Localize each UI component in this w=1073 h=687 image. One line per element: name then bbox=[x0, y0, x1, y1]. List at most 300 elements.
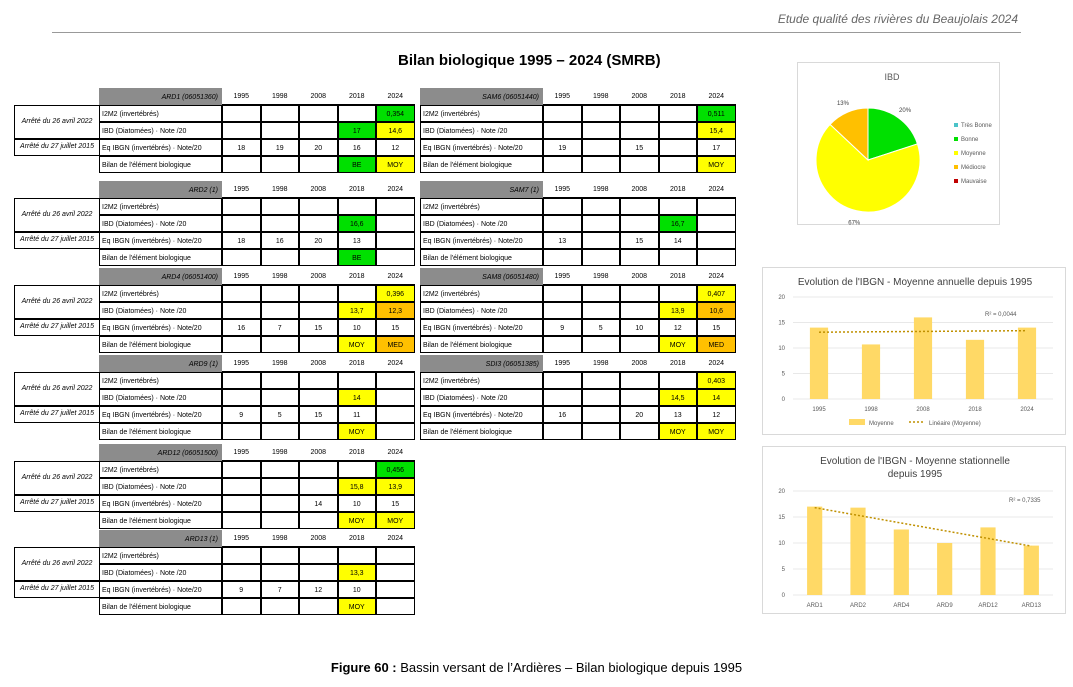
value-cell-ibd bbox=[582, 302, 621, 319]
header-divider bbox=[52, 32, 1021, 33]
station-name: ARD1 (06051360) bbox=[99, 88, 222, 105]
row-label-bilan: Bilan de l'élément biologique bbox=[420, 156, 543, 173]
value-cell-i2m2 bbox=[338, 105, 377, 122]
value-cell-eq bbox=[697, 232, 736, 249]
year-header: 2008 bbox=[299, 268, 338, 285]
value-cell-i2m2 bbox=[582, 285, 621, 302]
year-header: 2018 bbox=[659, 88, 698, 105]
row-label-ibd: IBD (Diatomées) · Note /20 bbox=[420, 302, 543, 319]
row-label-eq: Eq IBGN (invertébrés) · Note/20 bbox=[420, 232, 543, 249]
year-header: 2024 bbox=[376, 88, 415, 105]
row-label-eq: Eq IBGN (invertébrés) · Note/20 bbox=[99, 139, 222, 156]
year-header: 2008 bbox=[620, 181, 659, 198]
year-header: 2018 bbox=[338, 530, 377, 547]
value-cell-ibd bbox=[582, 215, 621, 232]
year-header: 1998 bbox=[261, 181, 300, 198]
row-label-ibd: IBD (Diatomées) · Note /20 bbox=[99, 122, 222, 139]
caption-text: Bassin versant de l’Ardières – Bilan biologique depuis 1995 bbox=[396, 660, 743, 675]
ibgn-annual-svg bbox=[763, 268, 1067, 436]
year-header: 2024 bbox=[697, 268, 736, 285]
row-label-i2m2: I2M2 (invertébrés) bbox=[420, 105, 543, 122]
value-cell-bilan: MED bbox=[697, 336, 736, 353]
ibgn-station-svg bbox=[763, 447, 1067, 615]
figure-caption bbox=[0, 660, 1073, 675]
year-header: 1998 bbox=[261, 88, 300, 105]
y-tick-label: 20 bbox=[778, 489, 785, 495]
value-cell-ibd bbox=[299, 389, 338, 406]
value-cell-bilan bbox=[261, 598, 300, 615]
value-cell-i2m2 bbox=[338, 285, 377, 302]
value-cell-eq: 18 bbox=[222, 232, 261, 249]
value-cell-i2m2: 0,396 bbox=[376, 285, 415, 302]
year-header: 2018 bbox=[338, 181, 377, 198]
value-cell-bilan bbox=[376, 598, 415, 615]
ibgn-annual-chart bbox=[762, 267, 1066, 435]
caption-label: Figure 60 : bbox=[330, 660, 397, 675]
chart-title: IBD bbox=[884, 72, 900, 82]
date-label-2015: Arrêté du 27 juillet 2015 bbox=[14, 319, 100, 336]
row-label-eq: Eq IBGN (invertébrés) · Note/20 bbox=[99, 319, 222, 336]
station-name: SAM7 (1) bbox=[420, 181, 543, 198]
value-cell-i2m2: 0,511 bbox=[697, 105, 736, 122]
value-cell-bilan: MOY bbox=[376, 156, 415, 173]
value-cell-i2m2 bbox=[582, 372, 621, 389]
value-cell-i2m2 bbox=[222, 461, 261, 478]
bar bbox=[1024, 546, 1039, 595]
row-label-ibd: IBD (Diatomées) · Note /20 bbox=[99, 564, 222, 581]
date-label-2022: Arrêté du 26 avril 2022 bbox=[14, 372, 100, 406]
year-header: 2024 bbox=[697, 181, 736, 198]
value-cell-i2m2 bbox=[582, 198, 621, 215]
value-cell-ibd bbox=[299, 564, 338, 581]
value-cell-eq: 13 bbox=[338, 232, 377, 249]
date-label-2015: Arrêté du 27 juillet 2015 bbox=[14, 495, 100, 512]
bar bbox=[966, 340, 984, 399]
year-header: 2018 bbox=[659, 355, 698, 372]
value-cell-eq: 12 bbox=[697, 406, 736, 423]
legend-label: Linéaire (Moyenne) bbox=[929, 421, 981, 427]
date-label-2015: Arrêté du 27 juillet 2015 bbox=[14, 581, 100, 598]
year-header: 2018 bbox=[338, 355, 377, 372]
value-cell-ibd bbox=[299, 122, 338, 139]
row-label-i2m2: I2M2 (invertébrés) bbox=[99, 547, 222, 564]
row-label-ibd: IBD (Diatomées) · Note /20 bbox=[99, 389, 222, 406]
row-label-bilan: Bilan de l'élément biologique bbox=[420, 336, 543, 353]
value-cell-i2m2 bbox=[376, 547, 415, 564]
legend-swatch bbox=[954, 137, 958, 141]
year-header: 1995 bbox=[543, 268, 582, 285]
year-header: 2008 bbox=[299, 355, 338, 372]
value-cell-bilan bbox=[222, 512, 261, 529]
y-tick-label: 20 bbox=[778, 295, 785, 301]
row-label-bilan: Bilan de l'élément biologique bbox=[99, 156, 222, 173]
value-cell-eq: 10 bbox=[338, 495, 377, 512]
value-cell-eq: 5 bbox=[582, 319, 621, 336]
bar bbox=[937, 543, 952, 595]
ibd-pie-chart bbox=[797, 62, 1000, 225]
station-name: ARD13 (1) bbox=[99, 530, 222, 547]
row-label-i2m2: I2M2 (invertébrés) bbox=[99, 372, 222, 389]
value-cell-bilan: BE bbox=[338, 156, 377, 173]
value-cell-eq: 11 bbox=[338, 406, 377, 423]
value-cell-ibd bbox=[376, 215, 415, 232]
year-header: 1998 bbox=[261, 444, 300, 461]
x-tick-label: 1998 bbox=[864, 407, 878, 413]
year-header: 2024 bbox=[697, 88, 736, 105]
x-tick-label: ARD4 bbox=[893, 603, 910, 609]
value-cell-i2m2 bbox=[659, 198, 698, 215]
value-cell-i2m2 bbox=[222, 198, 261, 215]
value-cell-bilan bbox=[261, 249, 300, 266]
value-cell-eq: 15 bbox=[376, 495, 415, 512]
value-cell-eq: 10 bbox=[338, 581, 377, 598]
station-name: ARD9 (1) bbox=[99, 355, 222, 372]
year-header: 2008 bbox=[620, 355, 659, 372]
value-cell-bilan bbox=[261, 156, 300, 173]
value-cell-bilan bbox=[582, 249, 621, 266]
value-cell-i2m2 bbox=[543, 285, 582, 302]
value-cell-i2m2 bbox=[338, 372, 377, 389]
value-cell-bilan bbox=[582, 423, 621, 440]
legend-label: Moyenne bbox=[869, 421, 894, 427]
value-cell-bilan bbox=[376, 423, 415, 440]
value-cell-eq: 15 bbox=[299, 406, 338, 423]
value-cell-ibd: 14,5 bbox=[659, 389, 698, 406]
value-cell-bilan bbox=[376, 249, 415, 266]
value-cell-ibd: 10,6 bbox=[697, 302, 736, 319]
trendline bbox=[815, 508, 1032, 546]
y-tick-label: 0 bbox=[781, 397, 785, 403]
ibd-pie-svg bbox=[798, 63, 1001, 226]
value-cell-i2m2 bbox=[338, 198, 377, 215]
year-header: 2008 bbox=[299, 530, 338, 547]
value-cell-eq bbox=[376, 406, 415, 423]
date-label-2022: Arrêté du 26 avril 2022 bbox=[14, 461, 100, 495]
value-cell-eq: 7 bbox=[261, 581, 300, 598]
value-cell-eq: 20 bbox=[620, 406, 659, 423]
bar bbox=[980, 527, 995, 595]
value-cell-i2m2 bbox=[376, 198, 415, 215]
chart-title: depuis 1995 bbox=[887, 469, 943, 480]
value-cell-eq: 15 bbox=[299, 319, 338, 336]
value-cell-ibd: 13,9 bbox=[659, 302, 698, 319]
y-tick-label: 5 bbox=[781, 567, 785, 573]
value-cell-eq: 14 bbox=[299, 495, 338, 512]
value-cell-eq: 20 bbox=[299, 232, 338, 249]
value-cell-bilan bbox=[299, 512, 338, 529]
value-cell-i2m2 bbox=[261, 198, 300, 215]
station-name: SDI3 (06051385) bbox=[420, 355, 543, 372]
row-label-eq: Eq IBGN (invertébrés) · Note/20 bbox=[99, 232, 222, 249]
value-cell-i2m2 bbox=[659, 372, 698, 389]
value-cell-eq: 18 bbox=[222, 139, 261, 156]
year-header: 1995 bbox=[222, 181, 261, 198]
row-label-eq: Eq IBGN (invertébrés) · Note/20 bbox=[420, 319, 543, 336]
row-label-i2m2: I2M2 (invertébrés) bbox=[99, 285, 222, 302]
date-label-2022: Arrêté du 26 avril 2022 bbox=[14, 285, 100, 319]
value-cell-i2m2 bbox=[543, 105, 582, 122]
year-header: 2018 bbox=[338, 88, 377, 105]
value-cell-bilan bbox=[659, 249, 698, 266]
value-cell-eq: 13 bbox=[659, 406, 698, 423]
year-header: 1998 bbox=[582, 355, 621, 372]
value-cell-ibd: 12,3 bbox=[376, 302, 415, 319]
value-cell-i2m2 bbox=[543, 198, 582, 215]
value-cell-eq: 12 bbox=[299, 581, 338, 598]
value-cell-bilan bbox=[299, 598, 338, 615]
r-squared-label: R² = 0,7335 bbox=[1009, 498, 1041, 504]
value-cell-ibd: 17 bbox=[338, 122, 377, 139]
value-cell-bilan bbox=[261, 423, 300, 440]
year-header: 2008 bbox=[299, 88, 338, 105]
row-label-bilan: Bilan de l'élément biologique bbox=[99, 512, 222, 529]
year-header: 1998 bbox=[261, 355, 300, 372]
x-tick-label: ARD13 bbox=[1021, 603, 1042, 609]
y-tick-label: 10 bbox=[778, 541, 785, 547]
value-cell-ibd bbox=[659, 122, 698, 139]
value-cell-ibd bbox=[299, 215, 338, 232]
row-label-i2m2: I2M2 (invertébrés) bbox=[420, 372, 543, 389]
value-cell-ibd bbox=[222, 302, 261, 319]
value-cell-bilan: MOY bbox=[338, 512, 377, 529]
value-cell-bilan: MOY bbox=[376, 512, 415, 529]
value-cell-eq bbox=[582, 406, 621, 423]
legend-label: Très Bonne bbox=[961, 123, 992, 129]
value-cell-bilan bbox=[299, 249, 338, 266]
year-header: 2024 bbox=[376, 444, 415, 461]
value-cell-eq: 9 bbox=[543, 319, 582, 336]
value-cell-i2m2 bbox=[543, 372, 582, 389]
value-cell-ibd bbox=[376, 389, 415, 406]
value-cell-bilan bbox=[299, 336, 338, 353]
x-tick-label: 2024 bbox=[1020, 407, 1034, 413]
value-cell-i2m2 bbox=[376, 372, 415, 389]
x-tick-label: 1995 bbox=[812, 407, 826, 413]
value-cell-bilan bbox=[582, 336, 621, 353]
row-label-bilan: Bilan de l'élément biologique bbox=[99, 423, 222, 440]
row-label-bilan: Bilan de l'élément biologique bbox=[420, 249, 543, 266]
value-cell-bilan bbox=[659, 156, 698, 173]
value-cell-eq: 16 bbox=[222, 319, 261, 336]
value-cell-i2m2 bbox=[697, 198, 736, 215]
legend-label: Médiocre bbox=[961, 165, 986, 171]
year-header: 1995 bbox=[222, 355, 261, 372]
r-squared-label: R² = 0,0044 bbox=[985, 312, 1017, 318]
year-header: 1995 bbox=[222, 444, 261, 461]
year-header: 1995 bbox=[543, 88, 582, 105]
value-cell-i2m2 bbox=[659, 105, 698, 122]
value-cell-eq: 12 bbox=[376, 139, 415, 156]
y-tick-label: 15 bbox=[778, 515, 785, 521]
value-cell-i2m2 bbox=[620, 372, 659, 389]
value-cell-ibd: 15,4 bbox=[697, 122, 736, 139]
year-header: 1995 bbox=[543, 181, 582, 198]
value-cell-eq bbox=[582, 232, 621, 249]
row-label-bilan: Bilan de l'élément biologique bbox=[99, 249, 222, 266]
value-cell-ibd: 14 bbox=[338, 389, 377, 406]
value-cell-bilan bbox=[543, 249, 582, 266]
value-cell-eq bbox=[222, 495, 261, 512]
value-cell-ibd bbox=[582, 122, 621, 139]
value-cell-eq: 5 bbox=[261, 406, 300, 423]
value-cell-ibd bbox=[620, 389, 659, 406]
legend-label: Bonne bbox=[961, 137, 979, 143]
value-cell-eq bbox=[582, 139, 621, 156]
value-cell-i2m2 bbox=[222, 105, 261, 122]
x-tick-label: ARD1 bbox=[806, 603, 823, 609]
year-header: 2008 bbox=[620, 88, 659, 105]
row-label-bilan: Bilan de l'élément biologique bbox=[99, 598, 222, 615]
year-header: 2008 bbox=[299, 181, 338, 198]
year-header: 2024 bbox=[376, 355, 415, 372]
value-cell-ibd bbox=[222, 215, 261, 232]
value-cell-ibd bbox=[376, 564, 415, 581]
value-cell-bilan bbox=[299, 423, 338, 440]
value-cell-bilan: MOY bbox=[338, 423, 377, 440]
value-cell-ibd bbox=[543, 389, 582, 406]
value-cell-ibd bbox=[543, 302, 582, 319]
row-label-ibd: IBD (Diatomées) · Note /20 bbox=[99, 478, 222, 495]
date-label-2015: Arrêté du 27 juillet 2015 bbox=[14, 232, 100, 249]
value-cell-eq: 15 bbox=[376, 319, 415, 336]
value-cell-eq: 16 bbox=[543, 406, 582, 423]
station-name: ARD12 (06051500) bbox=[99, 444, 222, 461]
value-cell-bilan: MOY bbox=[338, 336, 377, 353]
row-label-i2m2: I2M2 (invertébrés) bbox=[420, 198, 543, 215]
row-label-i2m2: I2M2 (invertébrés) bbox=[99, 105, 222, 122]
row-label-eq: Eq IBGN (invertébrés) · Note/20 bbox=[99, 495, 222, 512]
value-cell-bilan bbox=[543, 336, 582, 353]
value-cell-i2m2: 0,403 bbox=[697, 372, 736, 389]
value-cell-i2m2: 0,354 bbox=[376, 105, 415, 122]
legend-label: Moyenne bbox=[961, 151, 986, 157]
value-cell-ibd: 14 bbox=[697, 389, 736, 406]
year-header: 1998 bbox=[582, 88, 621, 105]
row-label-eq: Eq IBGN (invertébrés) · Note/20 bbox=[99, 581, 222, 598]
legend-swatch bbox=[954, 165, 958, 169]
value-cell-ibd bbox=[261, 478, 300, 495]
legend-swatch bbox=[954, 151, 958, 155]
value-cell-i2m2 bbox=[299, 105, 338, 122]
pie-data-label: 67% bbox=[848, 220, 861, 226]
year-header: 2018 bbox=[659, 268, 698, 285]
value-cell-i2m2 bbox=[261, 372, 300, 389]
value-cell-ibd bbox=[261, 389, 300, 406]
year-header: 2024 bbox=[697, 355, 736, 372]
value-cell-bilan bbox=[222, 598, 261, 615]
value-cell-ibd bbox=[620, 215, 659, 232]
bar bbox=[914, 317, 932, 399]
row-label-eq: Eq IBGN (invertébrés) · Note/20 bbox=[420, 139, 543, 156]
year-header: 1998 bbox=[261, 268, 300, 285]
value-cell-i2m2 bbox=[620, 198, 659, 215]
date-label-2022: Arrêté du 26 avril 2022 bbox=[14, 105, 100, 139]
value-cell-ibd: 13,3 bbox=[338, 564, 377, 581]
value-cell-eq: 15 bbox=[620, 232, 659, 249]
value-cell-eq: 20 bbox=[299, 139, 338, 156]
legend-label: Mauvaise bbox=[961, 179, 987, 185]
row-label-ibd: IBD (Diatomées) · Note /20 bbox=[420, 215, 543, 232]
date-label-2015: Arrêté du 27 juillet 2015 bbox=[14, 406, 100, 423]
row-label-eq: Eq IBGN (invertébrés) · Note/20 bbox=[99, 406, 222, 423]
value-cell-i2m2 bbox=[222, 285, 261, 302]
bar bbox=[850, 508, 865, 595]
value-cell-ibd bbox=[261, 302, 300, 319]
legend-swatch bbox=[954, 179, 958, 183]
value-cell-i2m2 bbox=[659, 285, 698, 302]
year-header: 1995 bbox=[543, 355, 582, 372]
value-cell-i2m2 bbox=[222, 372, 261, 389]
value-cell-ibd bbox=[620, 302, 659, 319]
year-header: 2024 bbox=[376, 268, 415, 285]
value-cell-ibd bbox=[222, 122, 261, 139]
value-cell-bilan bbox=[543, 423, 582, 440]
value-cell-i2m2 bbox=[620, 105, 659, 122]
value-cell-bilan: MOY bbox=[659, 336, 698, 353]
value-cell-ibd: 16,7 bbox=[659, 215, 698, 232]
value-cell-bilan: MED bbox=[376, 336, 415, 353]
year-header: 2024 bbox=[376, 530, 415, 547]
value-cell-ibd bbox=[261, 215, 300, 232]
value-cell-bilan: MOY bbox=[659, 423, 698, 440]
value-cell-bilan bbox=[222, 336, 261, 353]
row-label-i2m2: I2M2 (invertébrés) bbox=[99, 198, 222, 215]
value-cell-i2m2 bbox=[261, 285, 300, 302]
value-cell-i2m2 bbox=[299, 372, 338, 389]
legend-swatch bbox=[954, 123, 958, 127]
value-cell-bilan bbox=[620, 249, 659, 266]
value-cell-ibd bbox=[620, 122, 659, 139]
row-label-eq: Eq IBGN (invertébrés) · Note/20 bbox=[420, 406, 543, 423]
value-cell-i2m2 bbox=[299, 547, 338, 564]
value-cell-i2m2: 0,456 bbox=[376, 461, 415, 478]
value-cell-ibd bbox=[543, 122, 582, 139]
value-cell-ibd bbox=[582, 389, 621, 406]
value-cell-ibd: 15,8 bbox=[338, 478, 377, 495]
year-header: 2024 bbox=[376, 181, 415, 198]
value-cell-eq: 17 bbox=[697, 139, 736, 156]
value-cell-ibd: 13,9 bbox=[376, 478, 415, 495]
year-header: 1995 bbox=[222, 530, 261, 547]
value-cell-bilan bbox=[222, 423, 261, 440]
x-tick-label: ARD12 bbox=[978, 603, 998, 609]
value-cell-eq: 19 bbox=[543, 139, 582, 156]
station-name: SAM6 (06051440) bbox=[420, 88, 543, 105]
year-header: 2008 bbox=[299, 444, 338, 461]
value-cell-i2m2 bbox=[338, 547, 377, 564]
document-header: Etude qualité des rivières du Beaujolais 2024 bbox=[777, 12, 1018, 26]
x-tick-label: 2018 bbox=[968, 407, 982, 413]
bar bbox=[894, 529, 909, 595]
x-tick-label: 2008 bbox=[916, 407, 930, 413]
value-cell-eq: 9 bbox=[222, 406, 261, 423]
value-cell-bilan bbox=[261, 336, 300, 353]
value-cell-bilan: MOY bbox=[338, 598, 377, 615]
page-title: Bilan biologique 1995 – 2024 (SMRB) bbox=[398, 52, 661, 69]
year-header: 1995 bbox=[222, 88, 261, 105]
value-cell-bilan bbox=[582, 156, 621, 173]
station-name: SAM8 (06051480) bbox=[420, 268, 543, 285]
value-cell-eq: 13 bbox=[543, 232, 582, 249]
value-cell-bilan: MOY bbox=[697, 156, 736, 173]
value-cell-bilan bbox=[620, 156, 659, 173]
value-cell-ibd bbox=[299, 302, 338, 319]
row-label-i2m2: I2M2 (invertébrés) bbox=[420, 285, 543, 302]
value-cell-bilan bbox=[222, 156, 261, 173]
value-cell-eq: 15 bbox=[620, 139, 659, 156]
value-cell-ibd bbox=[299, 478, 338, 495]
value-cell-ibd bbox=[222, 478, 261, 495]
